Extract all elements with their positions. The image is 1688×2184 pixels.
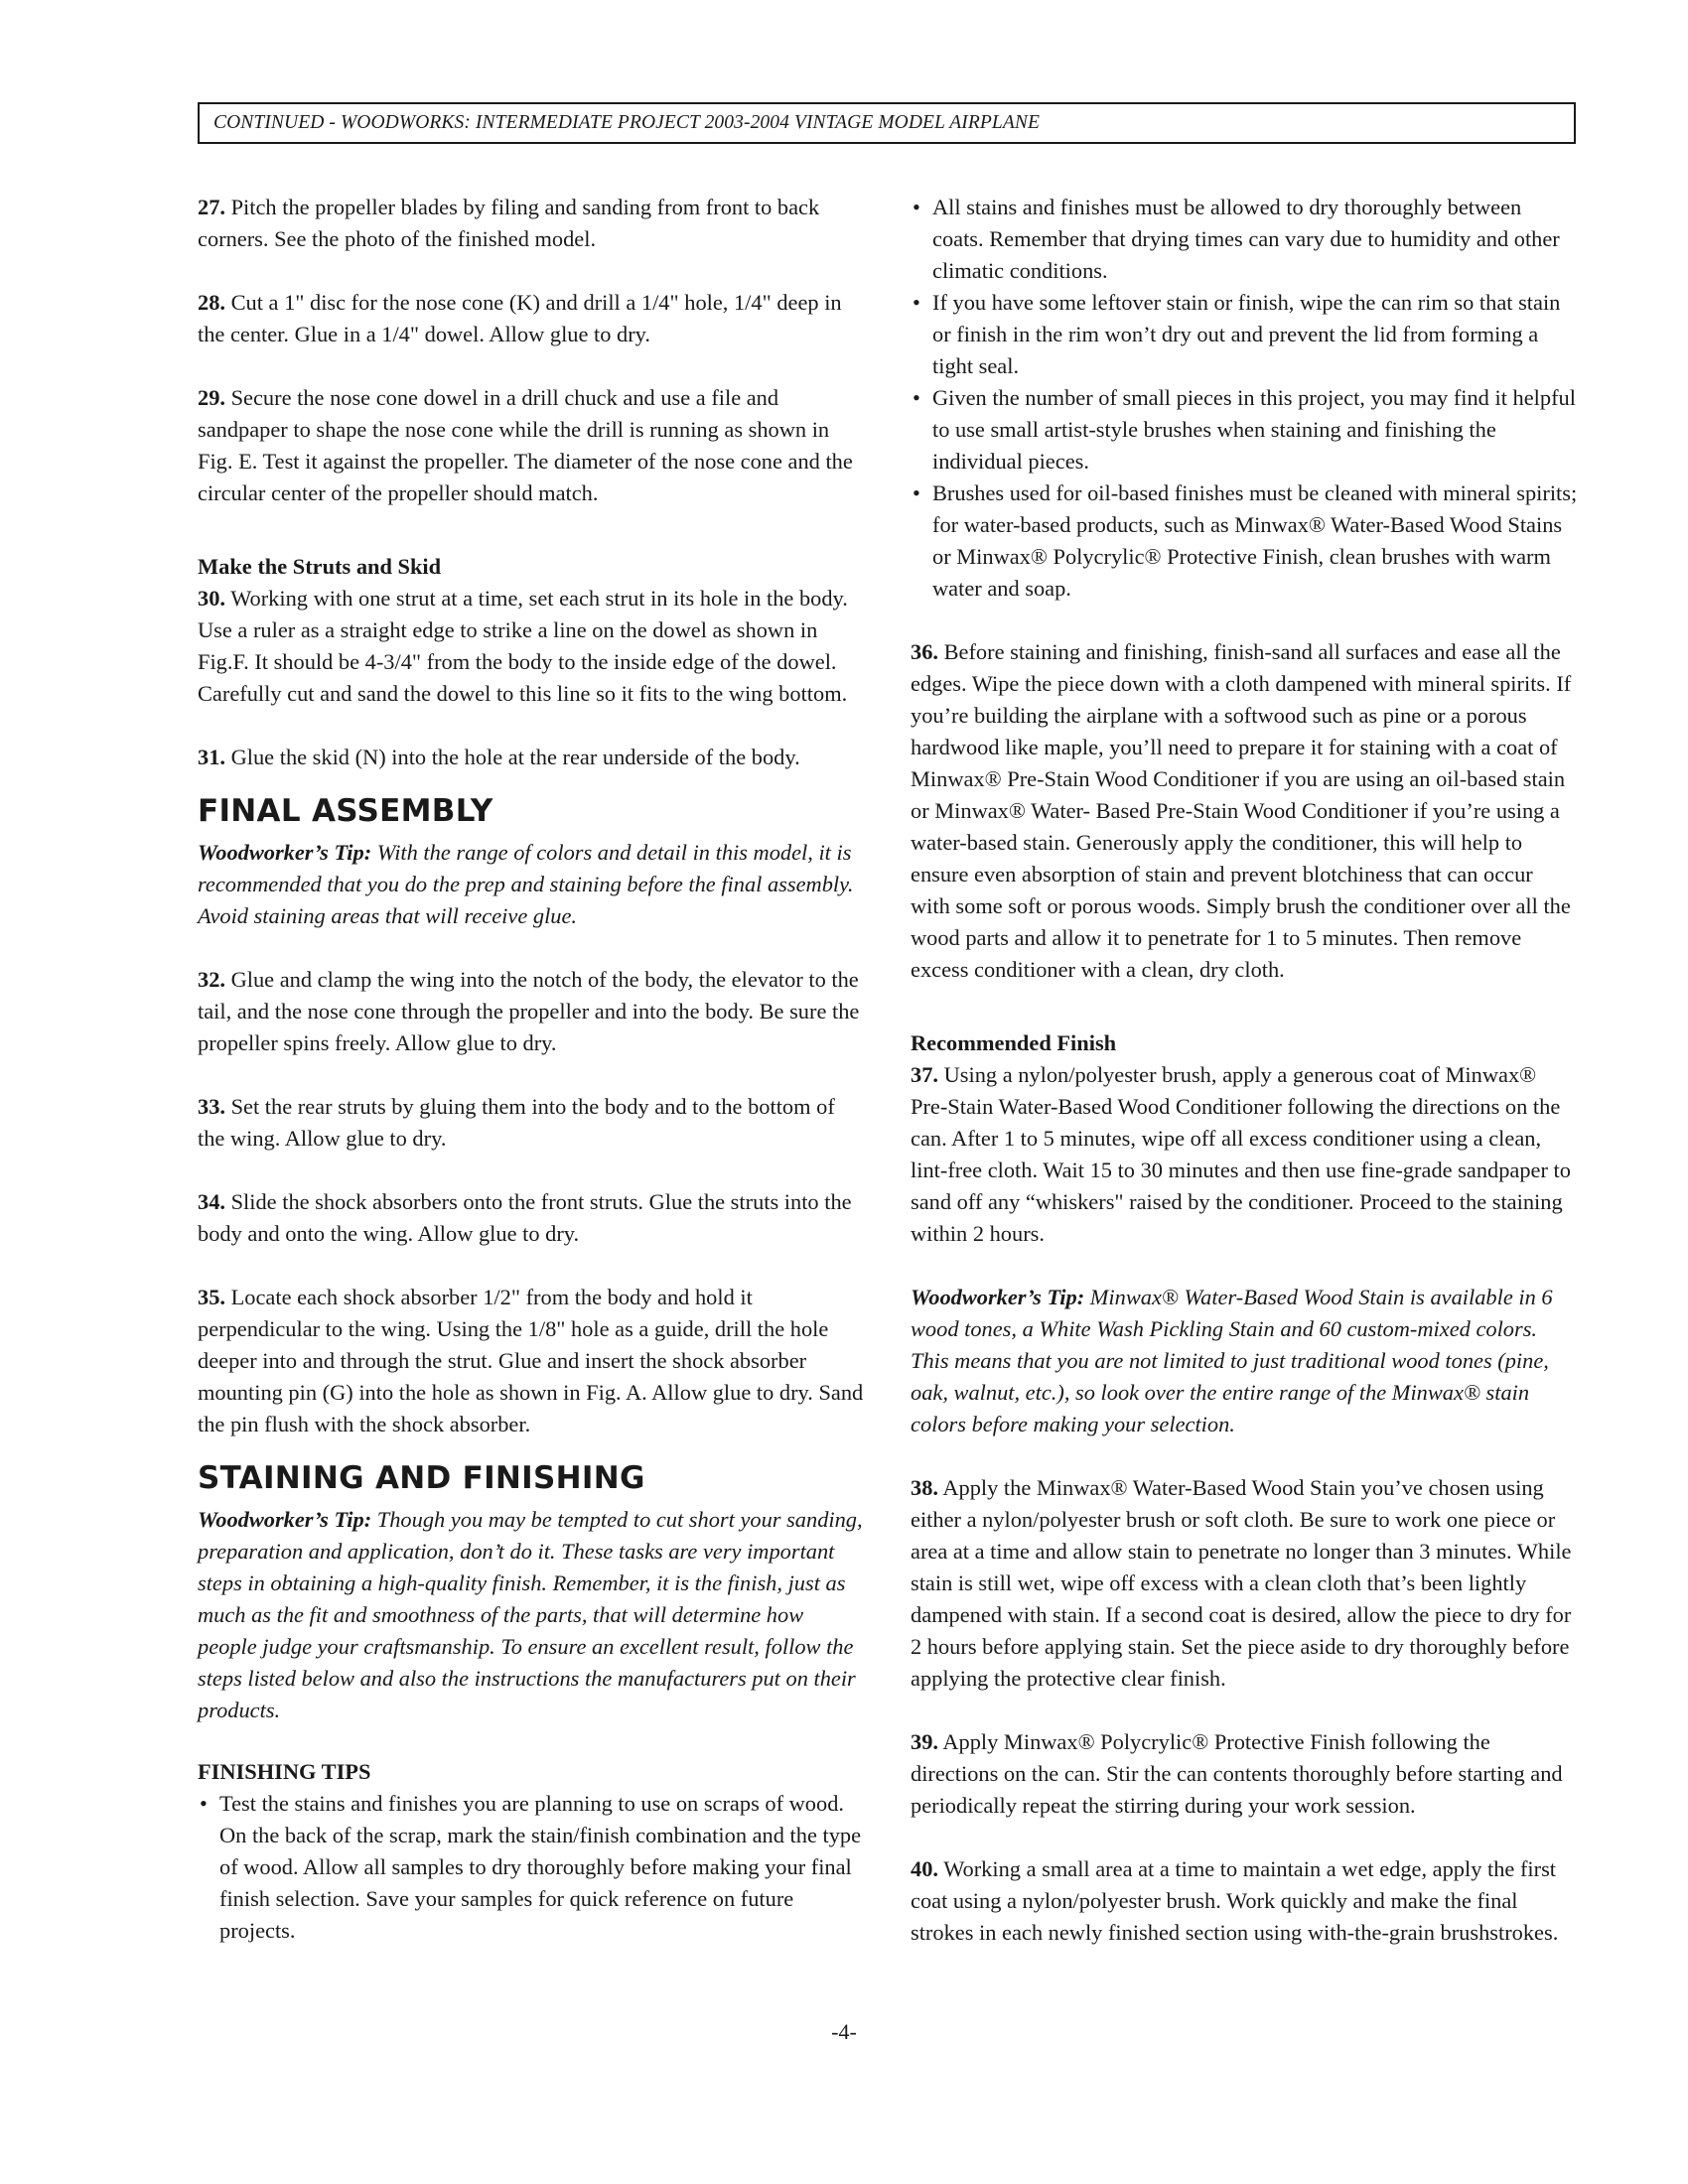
finishing-tips-subheading: FINISHING TIPS — [198, 1759, 371, 1784]
step-number: 34. — [198, 1189, 225, 1214]
recommended-finish-subheading: Recommended Finish — [911, 1030, 1117, 1055]
list-item: • If you have some leftover stain or finish, wipe the can rim so that stain or finish in the rim won’t dry out and prevent the lid from forming a tight seal. — [911, 287, 1578, 382]
step-text: Working a small area at a time to maintain a wet edge, apply the first coat using a nylon/polyester brush. Work quickly and make the final strokes in each newly finished section using with-the-grain brushstrokes. — [911, 1856, 1559, 1945]
page-number: -4- — [831, 2019, 857, 2044]
woodworker-tip — [198, 837, 865, 932]
step-text: Working with one strut at a time, set each strut in its hole in the body. Use a ruler as a straight edge to strike a line on the dowel as shown in Fig.F. It should be 4-3/4" from the body to the inside edge of the dowel. Carefully cut and sand the dowel to this line so it fits to the wing bottom. — [198, 586, 848, 706]
step-text: Apply Minwax® Polycrylic® Protective Finish following the directions on the can. Stir the can contents thoroughly before starting and periodically repeat the stirring during your work session. — [911, 1729, 1563, 1818]
step-number: 36. — [911, 639, 938, 664]
step-number: 33. — [198, 1094, 225, 1119]
step-30 — [198, 583, 865, 710]
step-27 — [198, 192, 865, 255]
step-37 — [911, 1059, 1578, 1250]
step-number: 27. — [198, 195, 225, 219]
step-40 — [911, 1853, 1578, 1949]
right-column — [911, 192, 1578, 1949]
step-number: 30. — [198, 586, 225, 611]
step-text: Secure the nose cone dowel in a drill chuck and use a file and sandpaper to shape the nose cone while the drill is running as shown in Fig. E. Test it against the propeller. The diameter of the nose cone and the circular center of the propeller should match. — [198, 385, 853, 505]
step-text: Before staining and finishing, finish-sand all surfaces and ease all the edges. Wipe the piece down with a cloth dampened with mineral spirits. If you’re building the airplane with a softwood such as pine or a porous hardwood like maple, you’ll need to prepare it for staining with a coat of Minwax® Pre-Stain Wood Conditioner if you are using an oil-based stain or Minwax® Water- Based Pre-Stain Wood Conditioner if you’re using a water-based stain. Generously apply the conditioner, this will help to ensure even absorption of stain and prevent blotchiness that can occur with some soft or porous woods. Simply brush the conditioner over all the wood parts and allow it to penetrate for 1 to 5 minutes. Then remove excess conditioner with a clean, dry cloth. — [911, 639, 1572, 982]
step-number: 39. — [911, 1729, 938, 1754]
step-text: Apply the Minwax® Water-Based Wood Stain you’ve chosen using either a nylon/polyester brush or soft cloth. Be sure to work one piece or area at a time and allow stain to penetrate no longer than 3 minutes. While stain is still wet, wipe off excess with a clean cloth that’s been lightly dampened with stain. If a second coat is desired, allow the piece to dry for 2 hours before applying stain. Set the piece aside to dry thoroughly before applying the protective clear finish. — [911, 1475, 1572, 1691]
step-number: 29. — [198, 385, 225, 410]
step-35 — [198, 1282, 865, 1440]
tip-text: Minwax® Water-Based Wood Stain is available in 6 wood tones, a White Wash Pickling Stain and 60 custom-mixed colors. This means that you are not limited to just traditional wood tones (pine, oak, walnut, etc.), so look over the entire range of the Minwax® stain colors before making your selection. — [911, 1285, 1553, 1436]
step-number: 32. — [198, 967, 225, 992]
step-number: 35. — [198, 1285, 225, 1309]
step-number: 37. — [911, 1062, 938, 1087]
step-text: Using a nylon/polyester brush, apply a generous coat of Minwax® Pre-Stain Water-Based Wood Conditioner following the directions on the can. After 1 to 5 minutes, wipe off all excess conditioner using a clean, lint-free cloth. Wait 15 to 30 minutes and then use fine-grade sandpaper to sand off any “whiskers" raised by the conditioner. Proceed to the staining within 2 hours. — [911, 1062, 1571, 1246]
step-34 — [198, 1186, 865, 1250]
tip-text: Though you may be tempted to cut short your sanding, preparation and application, don’t do it. These tasks are very important steps in obtaining a high-quality finish. Remember, it is the finish, just as much as the fit and smoothness of the parts, that will determine how people judge your craftsmanship. To ensure an excellent result, follow the steps listed below and also the instructions the manufacturers put on their products. — [198, 1507, 863, 1722]
final-assembly-heading: FINAL ASSEMBLY — [198, 793, 493, 829]
list-item: • All stains and finishes must be allowed to dry thoroughly between coats. Remember that drying times can vary due to humidity and other climatic conditions. — [911, 192, 1578, 287]
step-text: Cut a 1" disc for the nose cone (K) and drill a 1/4" hole, 1/4" deep in the center. Glue in a 1/4" dowel. Allow glue to dry. — [198, 290, 842, 346]
struts-subheading: Make the Struts and Skid — [198, 554, 442, 579]
finishing-tips-list-continued — [911, 192, 1578, 605]
list-item: • Given the number of small pieces in this project, you may find it helpful to use small artist-style brushes when staining and finishing the individual pieces. — [911, 382, 1578, 478]
step-32 — [198, 964, 865, 1059]
step-number: 38. — [911, 1475, 938, 1500]
step-text: Locate each shock absorber 1/2" from the body and hold it perpendicular to the wing. Using the 1/8" hole as a guide, drill the hole deeper into and through the strut. Glue and insert the shock absorber mounting pin (G) into the hole as shown in Fig. A. Allow glue to dry. Sand the pin flush with the shock absorber. — [198, 1285, 864, 1436]
finishing-tips-list — [198, 1788, 865, 1947]
step-31 — [198, 742, 865, 773]
woodworker-tip — [911, 1282, 1578, 1440]
list-item: • Test the stains and finishes you are planning to use on scraps of wood. On the back of the scrap, mark the stain/finish combination and the type of wood. Allow all samples to dry thoroughly before making your final finish selection. Save your samples for quick reference on future projects. — [198, 1788, 865, 1947]
step-33 — [198, 1091, 865, 1155]
staining-finishing-heading: STAINING AND FINISHING — [198, 1460, 645, 1496]
step-text: Glue and clamp the wing into the notch of the body, the elevator to the tail, and the nose cone through the propeller and into the body. Be sure the propeller spins freely. Allow glue to dry. — [198, 967, 860, 1055]
step-text: Set the rear struts by gluing them into the body and to the bottom of the wing. Allow glue to dry. — [198, 1094, 835, 1151]
step-38 — [911, 1472, 1578, 1695]
header-title: CONTINUED - WOODWORKS: INTERMEDIATE PROJECT 2003-2004 VINTAGE MODEL AIRPLANE — [213, 112, 1040, 133]
step-number: 40. — [911, 1856, 938, 1881]
step-number: 31. — [198, 745, 225, 769]
tip-label: Woodworker’s Tip: — [198, 840, 372, 865]
step-text: Glue the skid (N) into the hole at the rear underside of the body. — [225, 745, 800, 769]
tip-text: With the range of colors and detail in this model, it is recommended that you do the prep and staining before the final assembly. Avoid staining areas that will receive glue. — [198, 840, 854, 928]
tip-label: Woodworker’s Tip: — [911, 1285, 1085, 1309]
left-column — [198, 192, 865, 1947]
tip-label: Woodworker’s Tip: — [198, 1507, 372, 1532]
woodworker-tip — [198, 1504, 865, 1726]
step-number: 28. — [198, 290, 225, 315]
step-36 — [911, 636, 1578, 986]
list-item: • Brushes used for oil-based finishes must be cleaned with mineral spirits; for water-based products, such as Minwax® Water-Based Wood Stains or Minwax® Polycrylic® Protective Finish, clean brushes with warm water and soap. — [911, 478, 1578, 605]
step-39 — [911, 1726, 1578, 1822]
step-text: Pitch the propeller blades by filing and sanding from front to back corners. See the photo of the finished model. — [198, 195, 820, 251]
running-header — [198, 102, 1576, 144]
step-28 — [198, 287, 865, 350]
step-29 — [198, 382, 865, 509]
step-text: Slide the shock absorbers onto the front struts. Glue the struts into the body and onto the wing. Allow glue to dry. — [198, 1189, 852, 1246]
